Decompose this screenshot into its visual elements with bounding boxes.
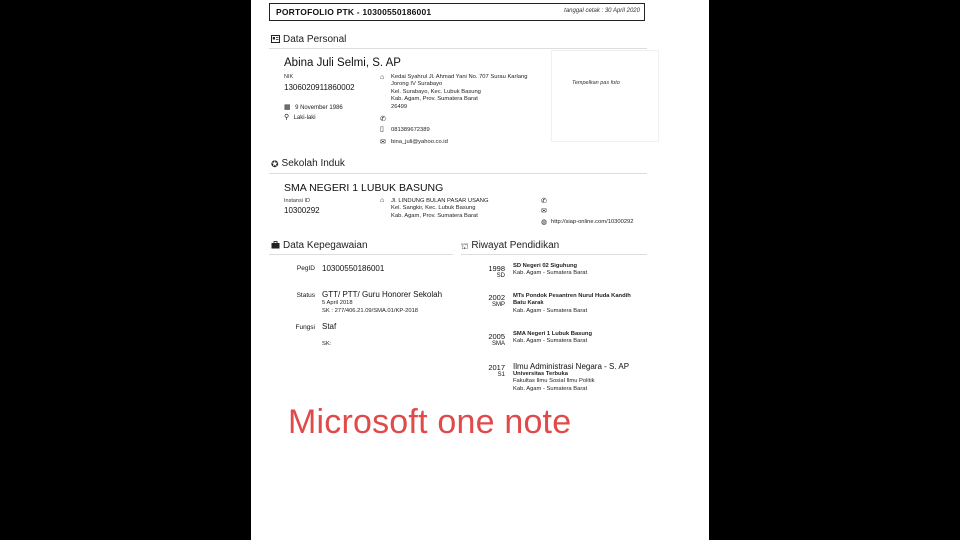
fungsi-label: Fungsi <box>295 324 315 331</box>
email-icon: ✉ <box>380 139 386 146</box>
divider <box>269 173 647 174</box>
photo-placeholder: Tempelkan pas foto <box>551 50 659 142</box>
education-item: 1998 SD <box>488 264 505 279</box>
education-item: 2005 SMA <box>488 332 505 347</box>
school-section-title: ✪ Sekolah Induk <box>271 158 345 169</box>
nik-value: 1306020911860002 <box>284 83 355 92</box>
badge-icon: ✪ <box>271 159 279 169</box>
home-icon: ⌂ <box>380 74 385 81</box>
gender-row <box>284 106 316 124</box>
id-card-icon <box>271 35 280 43</box>
calendar-icon: ▦ <box>284 104 291 111</box>
portfolio-page <box>251 0 709 540</box>
graduation-cap-icon: ⛫ <box>461 242 469 251</box>
header-box <box>269 3 645 21</box>
status-label: Status <box>296 292 315 299</box>
education-item: 2017 S1 <box>488 363 505 378</box>
divider <box>269 48 647 49</box>
fungsi-value: Staf <box>322 322 337 331</box>
location-pin-icon: ⚲ <box>284 114 290 121</box>
divider <box>461 254 647 255</box>
email-icon: ✉ <box>541 208 547 215</box>
phone-icon: ✆ <box>541 198 547 205</box>
fungsi-sk: SK: <box>322 341 332 347</box>
gender: Laki-laki <box>293 115 316 121</box>
education-item-details: Ilmu Administrasi Negara - S. AP Universitas Terbuka Fakultas Ilmu Sosial Ilmu Politik Kab. Agam - Sumatera Barat <box>513 362 630 392</box>
briefcase-icon <box>271 241 280 249</box>
education-item-details: SMA Negeri 1 Lubuk Basung Kab. Agam - Sumatera Barat <box>513 331 593 345</box>
globe-icon: ◍ <box>541 219 548 226</box>
education-section-title: ⛫ Riwayat Pendidikan <box>461 240 560 251</box>
education-item: 2002 SMP <box>488 293 505 308</box>
personal-address: Kedai Syahrul Jl. Ahmad Yani No. 707 Surau Karlang Jorong IV Surabayo Kel. Surabayo, Kec. Lubuk Basung Kab. Agam, Prov. Sumatera Barat 26499 <box>391 74 528 110</box>
personal-section-title: Data Personal <box>271 34 346 45</box>
institution-id-label: Instansi ID <box>284 198 310 204</box>
divider <box>269 254 453 255</box>
nik-label: NIK <box>284 74 294 80</box>
birth-date: 9 November 1986 <box>295 105 343 111</box>
mobile-icon: ▯ <box>380 126 384 133</box>
education-item-details: SD Negeri 02 Siguhung Kab. Agam - Sumatera Barat <box>513 263 588 277</box>
mobile-number: 081389672389 <box>391 127 430 133</box>
document-title: PORTOFOLIO PTK - 10300550186001 <box>276 7 432 17</box>
school-name: SMA NEGERI 1 LUBUK BASUNG <box>284 182 444 194</box>
print-date: tanggal cetak : 30 April 2020 <box>564 8 640 14</box>
employment-section-title: Data Kepegawaian <box>271 240 368 251</box>
institution-id: 10300292 <box>284 206 320 215</box>
school-website[interactable]: http://siap-online.com/10300292 <box>551 219 634 225</box>
status-sk: SK : 277/406.21.09/SMA.01/KP-2018 <box>322 308 419 314</box>
phone-icon: ✆ <box>380 116 386 123</box>
pegid-value: 10300550186001 <box>322 264 385 273</box>
status-date: 5 April 2018 <box>322 300 353 306</box>
pegid-label: PegID <box>296 265 315 272</box>
education-item-details: MTs Pondok Pesantren Nurul Huda Kandih Batu Karak Kab. Agam - Sumatera Barat <box>513 293 631 314</box>
home-icon: ⌂ <box>380 197 385 204</box>
school-address: Jl. LINDUNG BULAN PASAR USANG Kel. Sangkir, Kec. Lubuk Basung Kab. Agam, Prov. Sumatera Barat <box>391 198 489 219</box>
email-address: bina_juli@yahoo.co.id <box>391 139 448 145</box>
status-value: GTT/ PTT/ Guru Honorer Sekolah <box>322 290 443 299</box>
person-name: Abina Juli Selmi, S. AP <box>284 57 401 69</box>
watermark-text: Microsoft one note <box>288 403 572 441</box>
